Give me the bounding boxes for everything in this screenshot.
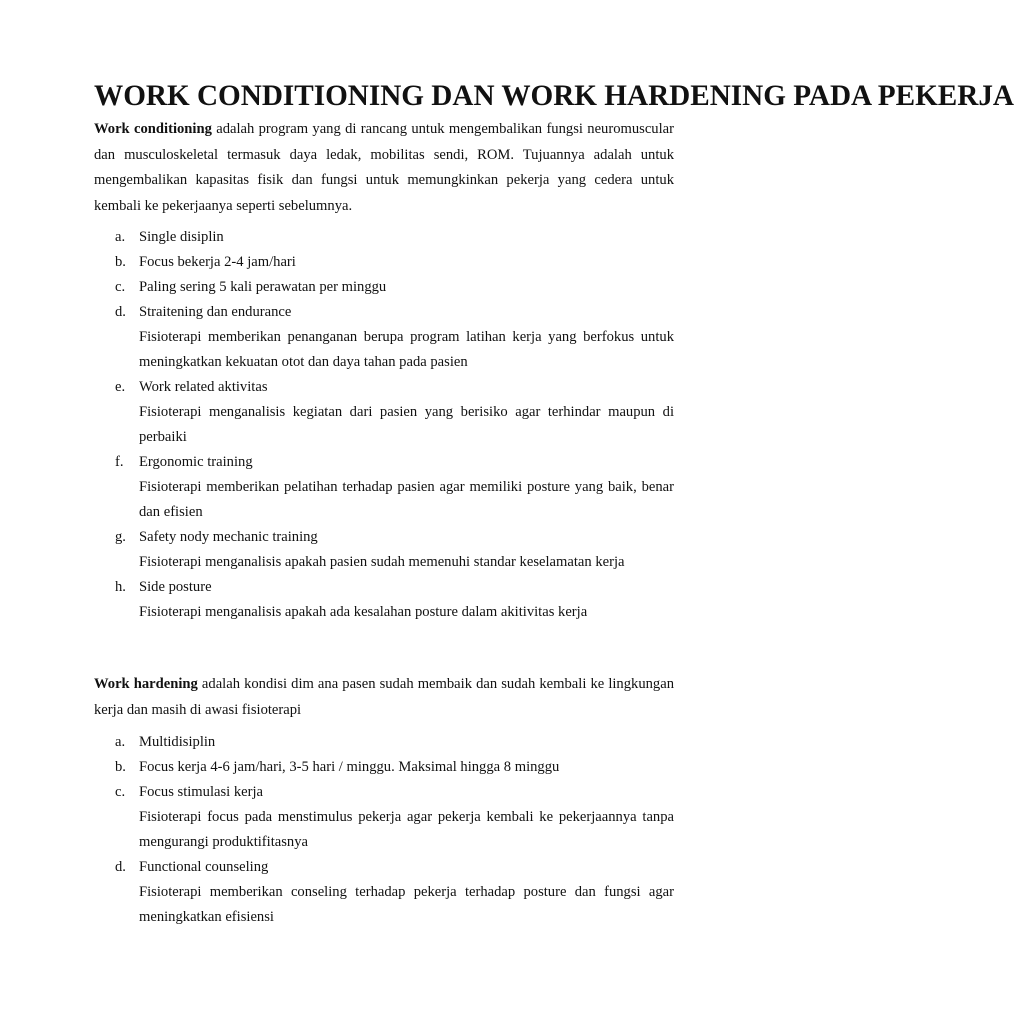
list-item: [94, 755, 674, 780]
list-marker: e.: [115, 379, 126, 396]
list-item: [94, 525, 674, 575]
list-item-label: Multidisiplin: [139, 733, 216, 750]
work-hardening-definition: adalah kondisi dim ana pasen sudah membaik dan sudah kembali ke lingkungan kerja dan masih di awasi fisioterapi: [94, 676, 674, 718]
list-marker: d.: [115, 858, 126, 875]
list-marker: b.: [115, 758, 126, 775]
list-item-description: Fisioterapi menganalisis apakah ada kesalahan posture dalam akitivitas kerja: [139, 604, 588, 621]
list-item: [94, 375, 674, 450]
list-marker: c.: [115, 783, 126, 800]
list-marker: c.: [115, 279, 126, 296]
list-item: [94, 275, 674, 300]
work-conditioning-definition: adalah program yang di rancang untuk mengembalikan fungsi neuromuscular dan musculoskeletal termasuk daya ledak, mobilitas sendi, ROM. Tujuannya adalah untuk mengembalikan kapasitas fisik dan fungsi untuk memungkinkan pekerja yang cedera untuk kembali ke pekerjaanya seperti sebelumnya.: [94, 121, 674, 214]
list-item-description: Fisioterapi menganalisis apakah pasien sudah memenuhi standar keselamatan kerja: [139, 554, 625, 571]
list-item: [94, 225, 674, 250]
work-conditioning-term: Work conditioning: [94, 121, 212, 137]
list-item-description: Fisioterapi memberikan pelatihan terhadap pasien agar memiliki posture yang baik, benar dan efisien: [139, 479, 674, 521]
list-marker: h.: [115, 579, 126, 596]
list-item-description: Fisioterapi memberikan conseling terhadap pekerja terhadap posture dan fungsi agar meningkatkan efisiensi: [139, 883, 674, 925]
list-item-label: Functional counseling: [139, 858, 269, 875]
list-item-description: Fisioterapi focus pada menstimulus pekerja agar pekerja kembali ke pekerjaannya tanpa mengurangi produktifitasnya: [139, 808, 674, 850]
list-item-label: Focus kerja 4-6 jam/hari, 3-5 hari / minggu. Maksimal hingga 8 minggu: [139, 758, 560, 775]
work-hardening-list: [94, 730, 674, 930]
list-item: [94, 450, 674, 525]
list-item-label: Side posture: [139, 579, 212, 596]
list-item: [94, 780, 674, 855]
list-marker: g.: [115, 529, 126, 546]
list-item: [94, 575, 674, 625]
list-item-label: Single disiplin: [139, 229, 224, 246]
list-item-label: Work related aktivitas: [139, 379, 268, 396]
list-item: [94, 730, 674, 755]
list-item-description: Fisioterapi memberikan penanganan berupa program latihan kerja yang berfokus untuk meningkatkan kekuatan otot dan daya tahan pada pasien: [139, 329, 674, 371]
work-conditioning-paragraph: [94, 117, 674, 219]
list-marker: a.: [115, 733, 126, 750]
list-item-label: Straitening dan endurance: [139, 304, 292, 321]
list-marker: b.: [115, 254, 126, 271]
list-item-label: Paling sering 5 kali perawatan per minggu: [139, 279, 387, 296]
list-item-label: Focus stimulasi kerja: [139, 783, 264, 800]
list-marker: d.: [115, 304, 126, 321]
list-item-label: Focus bekerja 2-4 jam/hari: [139, 254, 296, 271]
list-item-description: Fisioterapi menganalisis kegiatan dari pasien yang berisiko agar terhindar maupun di perbaiki: [139, 404, 674, 446]
list-item-label: Safety nody mechanic training: [139, 529, 318, 546]
list-item-label: Ergonomic training: [139, 454, 253, 471]
document-title: WORK CONDITIONING DAN WORK HARDENING PADA PEKERJA: [94, 80, 1014, 112]
list-marker: f.: [115, 454, 124, 471]
document-page: [94, 80, 1014, 930]
list-item: [94, 250, 674, 275]
list-item: [94, 855, 674, 930]
work-conditioning-list: [94, 225, 674, 625]
work-hardening-paragraph: [94, 672, 674, 723]
work-hardening-term: Work hardening: [94, 676, 198, 693]
list-marker: a.: [115, 229, 126, 246]
list-item: [94, 300, 674, 375]
